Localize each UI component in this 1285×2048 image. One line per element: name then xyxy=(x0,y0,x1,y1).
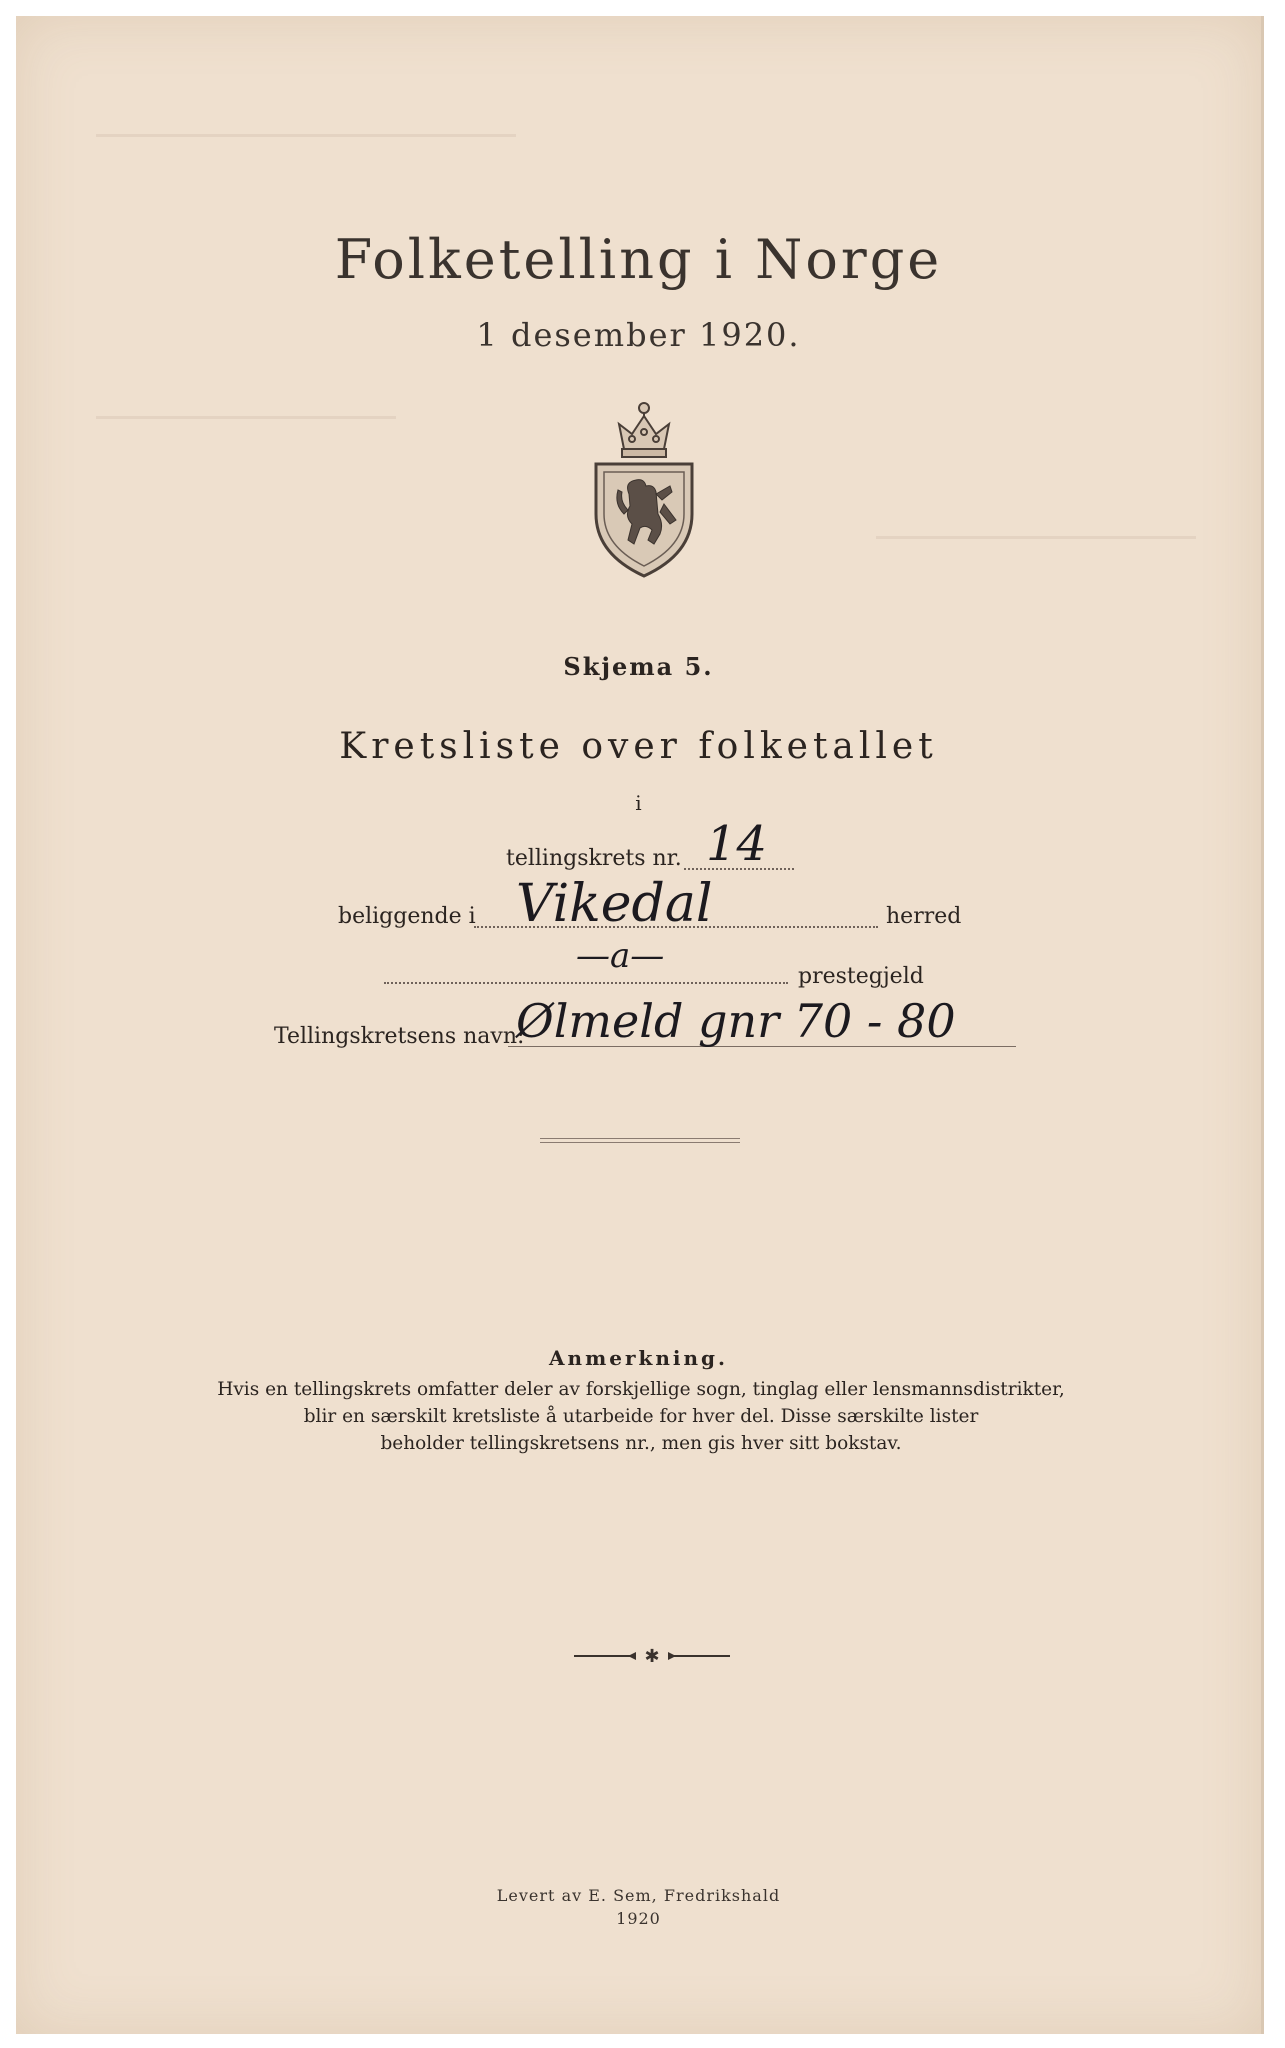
beliggende-label: beliggende i xyxy=(338,904,476,929)
krets-label: tellingskrets nr. xyxy=(506,846,682,871)
bleed-through-mark xyxy=(96,134,516,137)
note-title: Anmerkning. xyxy=(549,1346,728,1370)
prestegjeld-label: prestegjeld xyxy=(798,964,924,989)
note-text xyxy=(176,1376,1106,1457)
note-line-3: beholder tellingskretsens nr., men gis hver sitt bokstav. xyxy=(380,1433,902,1454)
herred-label: herred xyxy=(886,904,962,929)
bleed-through-mark xyxy=(876,536,1196,539)
section-divider xyxy=(540,1138,740,1143)
census-form-page xyxy=(16,16,1264,2034)
krets-value[interactable]: 14 xyxy=(706,816,768,872)
navn-value[interactable]: Ølmeld gnr 70 - 80 xyxy=(516,994,956,1048)
herred-value[interactable]: Vikedal xyxy=(516,874,713,934)
printer-credit: Levert av E. Sem, Fredrikshald xyxy=(496,1886,781,1905)
census-date: 1 desember 1920. xyxy=(476,316,801,354)
printer-year: 1920 xyxy=(616,1909,661,1928)
navn-label: Tellingskretsens navn: xyxy=(274,1024,525,1049)
page-title: Folketelling i Norge xyxy=(334,228,943,291)
form-heading: Kretsliste over folketallet xyxy=(339,726,938,767)
note-line-2: blir en særskilt kretsliste å utarbeide for hver del. Disse særskilte lister xyxy=(303,1406,979,1427)
connector-word: i xyxy=(635,791,642,815)
prestegjeld-line xyxy=(384,982,788,984)
prestegjeld-value[interactable]: —a— xyxy=(576,936,665,976)
bleed-through-mark xyxy=(96,416,396,419)
norwegian-coat-of-arms-icon xyxy=(584,394,704,584)
ornament-icon xyxy=(572,1646,732,1666)
svg-text:✱: ✱ xyxy=(644,1646,660,1666)
note-line-1: Hvis en tellingskrets omfatter deler av forskjellige sogn, tinglag eller lensmannsdistrikter, xyxy=(217,1379,1065,1400)
schema-number: Skjema 5. xyxy=(563,652,714,681)
